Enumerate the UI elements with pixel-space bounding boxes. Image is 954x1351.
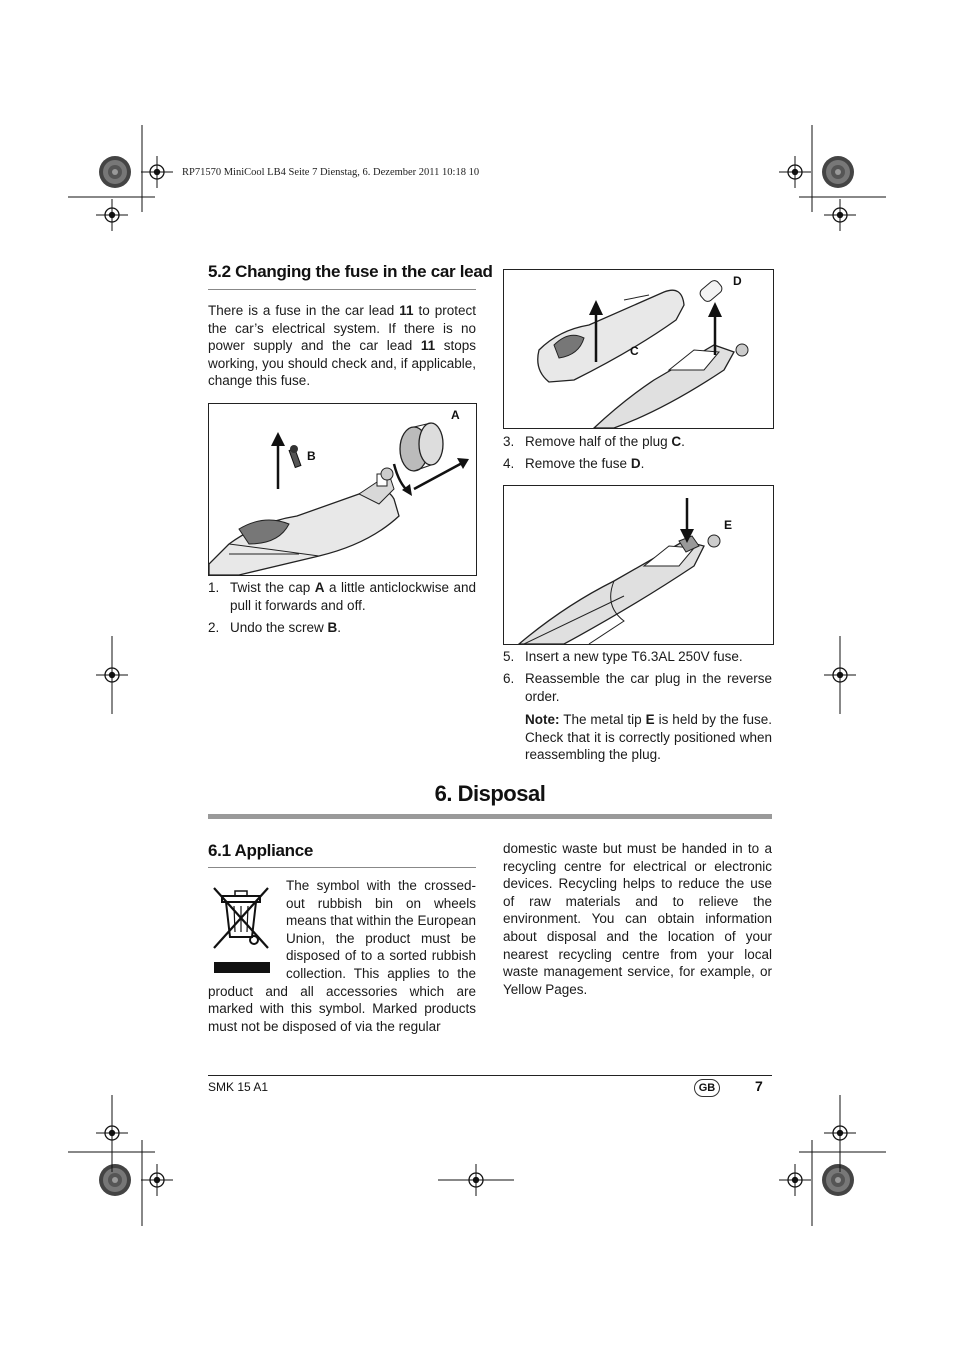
section-5-2-intro: There is a fuse in the car lead 11 to protect the car’s electrical system. If there is no power supply and the car lead 11 stops working, you should check and, if applicable, change this fuse.: [208, 303, 476, 389]
section-6-1-left-text: The symbol with the crossed-out rubbish bin on wheels means that within the European Union, the product must be disposed of to a sorted rubbish collection. This applies to the product and all accessories which are marked with this symbol. Marked products must not be disposed of via the regular: [208, 878, 476, 1034]
step-3: 3. Remove half of the plug C.: [503, 434, 685, 449]
figure-label-c: C: [630, 344, 639, 358]
step-6: 6. Reassemble the car plug in the reverse order.: [503, 671, 772, 704]
step-1: 1. Twist the cap A a little anticlockwise and pull it forwards and off.: [208, 580, 476, 613]
step-5: 5. Insert a new type T6.3AL 250V fuse.: [503, 649, 743, 664]
figure-plug-half-and-fuse: [503, 269, 774, 429]
figure-cap-and-screw: [208, 403, 477, 576]
footer-model: SMK 15 A1: [208, 1080, 269, 1094]
section-5-2-rule: [208, 289, 476, 290]
plug-illustration-1: [209, 404, 476, 575]
section-5-2-heading: 5.2 Changing the fuse in the car lead: [208, 262, 493, 281]
figure-label-e: E: [724, 518, 733, 532]
print-header-line: RP71570 MiniCool LB4 Seite 7 Dienstag, 6. Dezember 2011 10:18 10: [182, 167, 480, 178]
section-6-bar: [208, 814, 772, 819]
step-2: 2. Undo the screw B.: [208, 620, 342, 635]
section-6-heading: 6. Disposal: [434, 781, 546, 806]
figure-label-a: A: [451, 408, 460, 422]
screw-icon: [289, 445, 301, 467]
arrow-up-icon: [271, 432, 285, 489]
section-6-1-heading: 6.1 Appliance: [208, 841, 314, 860]
fuse-icon: [698, 279, 724, 304]
step-4: 4. Remove the fuse D.: [503, 456, 645, 471]
page-number: 7: [755, 1078, 763, 1094]
section-6-1-right-text: domestic waste but must be handed in to a recycling centre for electrical or electronic devices. Recycling helps to reduce the use of raw materials and to relieve the environment. You can obtain information about disposal and the location of your nearest recycling centre from your local waste management service, for example, or Yellow Pages.: [503, 841, 772, 997]
figure-label-b: B: [307, 449, 316, 463]
figure-label-d: D: [733, 274, 742, 288]
country-badge: GB: [694, 1079, 720, 1097]
section-6-1-rule: [208, 867, 476, 868]
cap-icon: [400, 423, 443, 471]
figure-metal-tip: [503, 485, 774, 645]
note-metal-tip: Note: The metal tip E is held by the fuse. Check that it is correctly positioned when reassembling the plug.: [525, 712, 772, 763]
footer-rule: [208, 1075, 772, 1076]
plug-illustration-3: [504, 486, 773, 644]
